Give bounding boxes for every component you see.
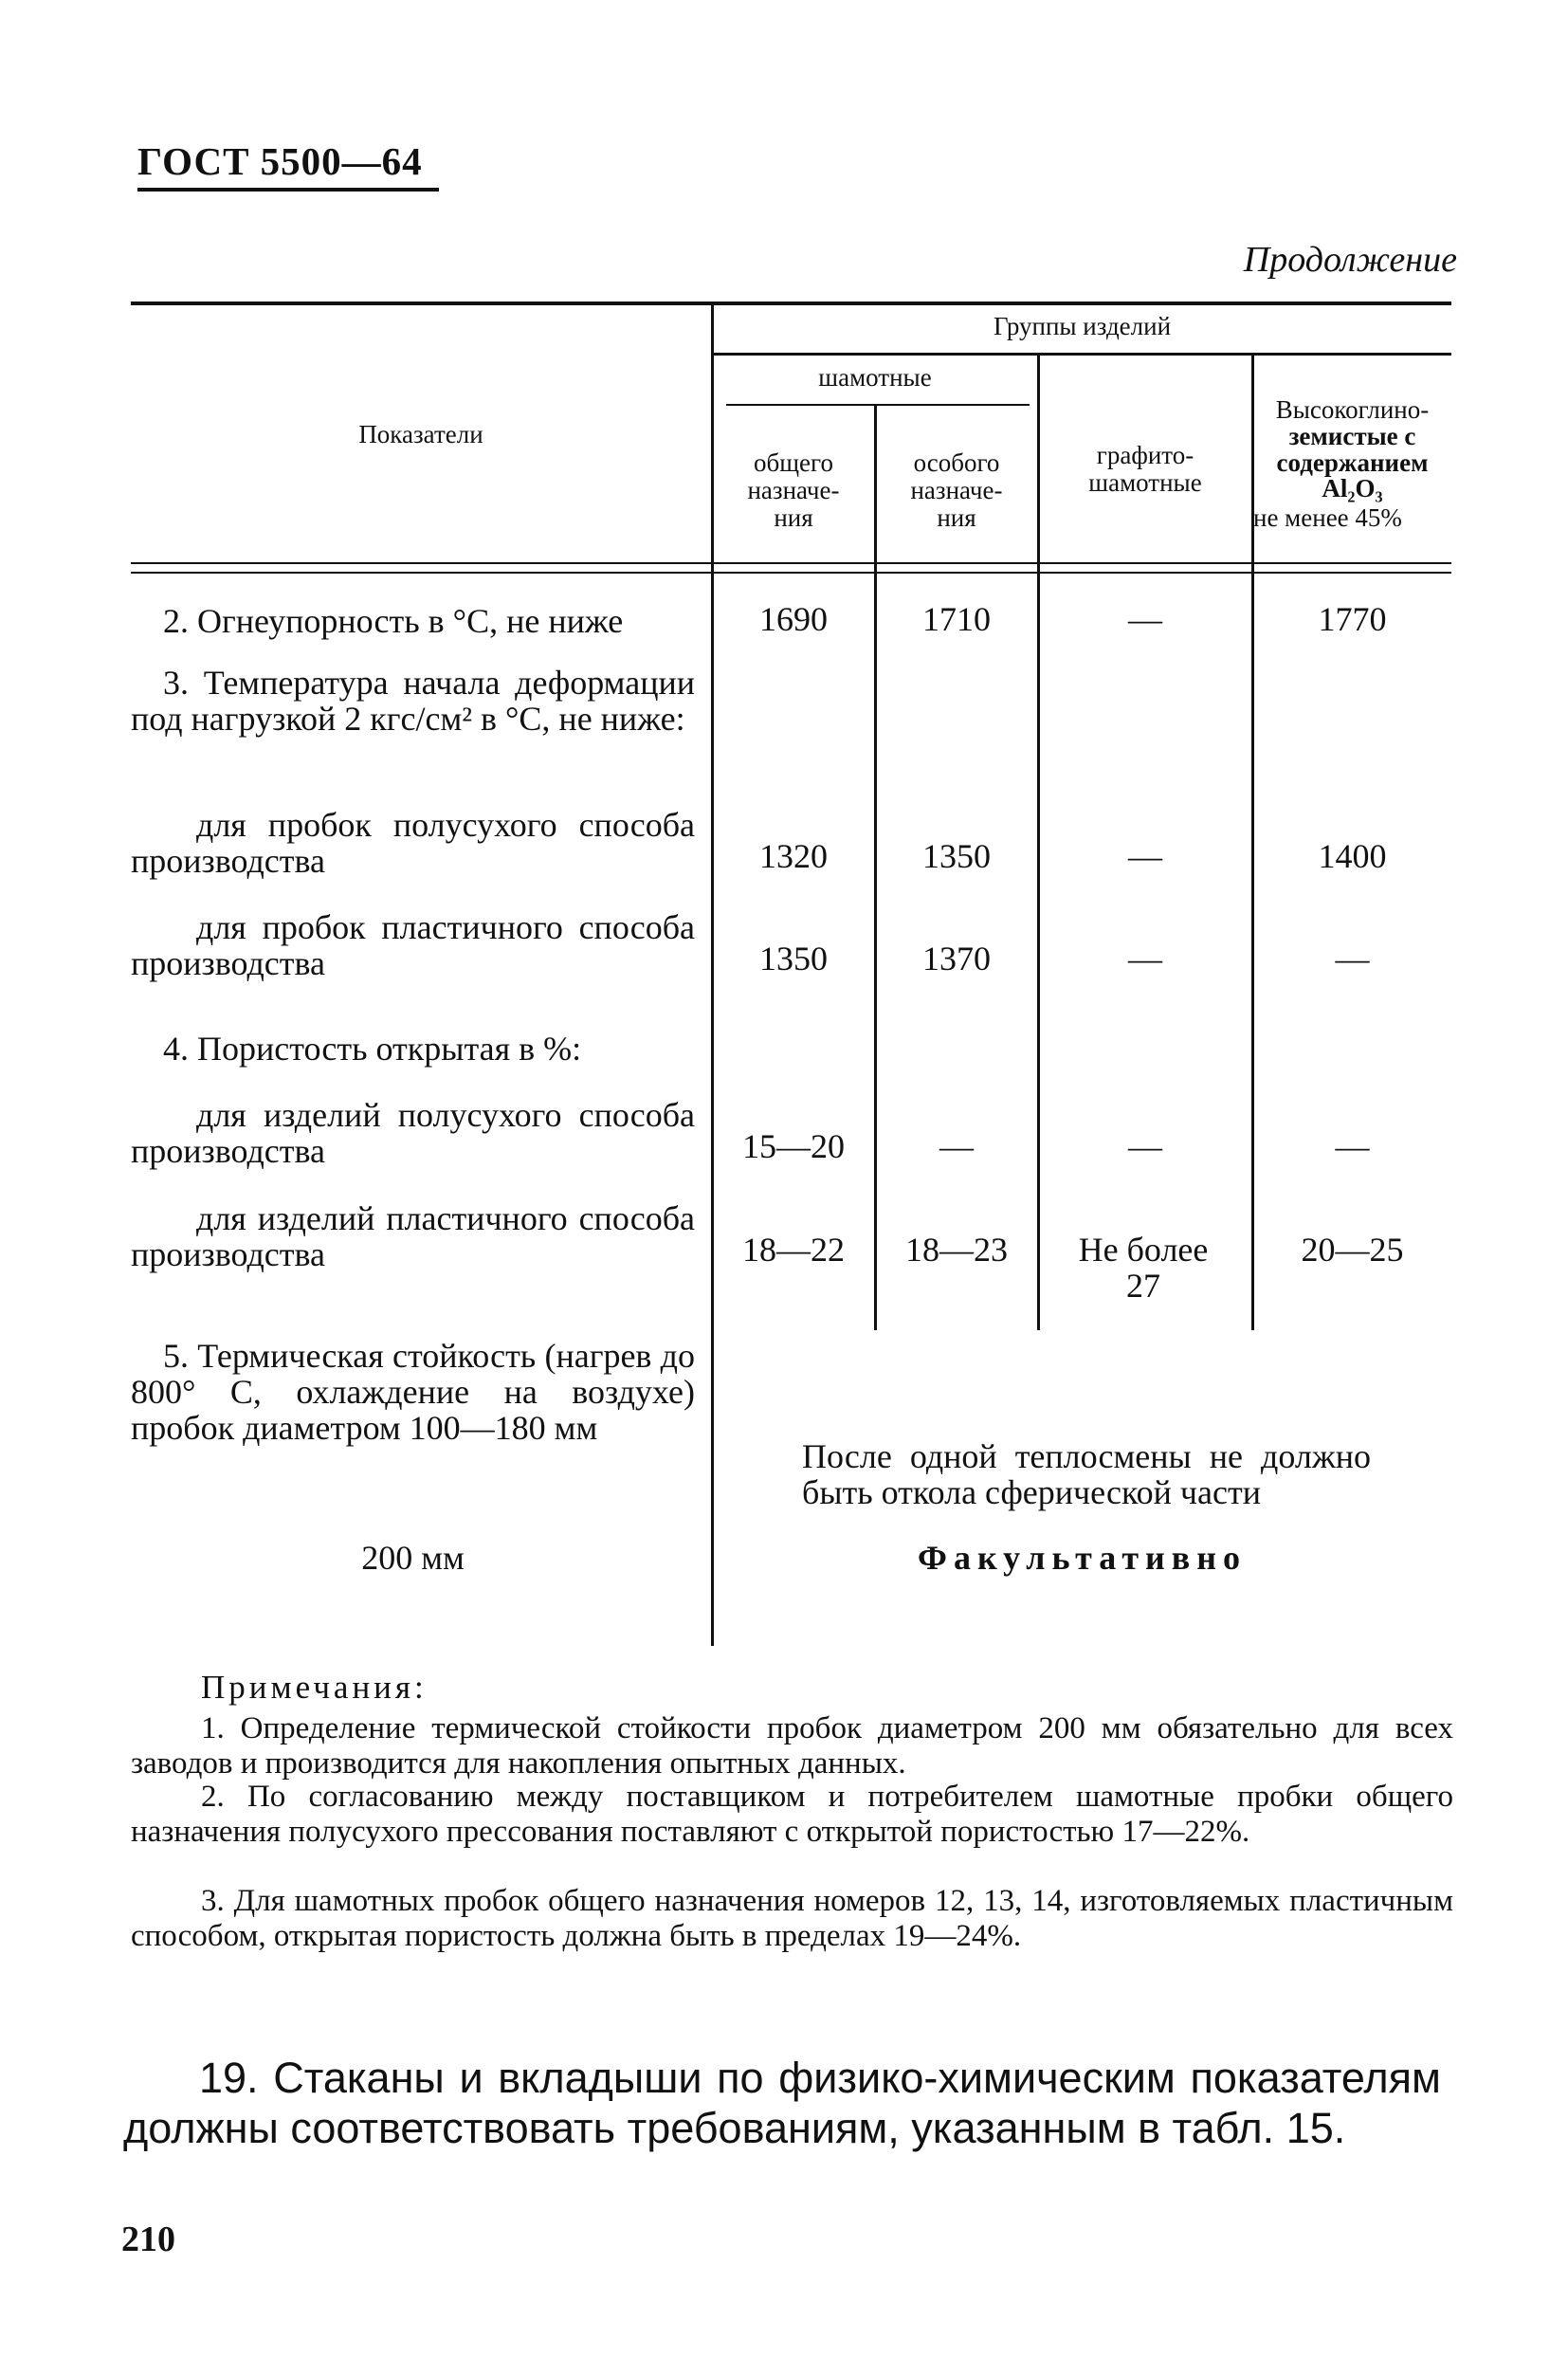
chamotte-rule (726, 404, 1030, 406)
header-general-line-2: назначе- (747, 476, 840, 504)
header-general-line-3: ния (774, 503, 813, 532)
header-graphite-line-1: графито- (1096, 441, 1194, 469)
row-label: 2. Огнеупорность в °С, не ниже (163, 602, 624, 640)
notes-heading: Примечания: (201, 1669, 428, 1706)
cell-special: 1710 (922, 600, 991, 638)
cell-graphite: — (1128, 837, 1162, 875)
note-item: 1. Определение термической стойкости пробок диаметром 200 мм обязательно для всех заводов и производится для накопления опытных данных. (131, 1711, 1453, 1781)
table-top-rule (131, 301, 1451, 305)
cell-general: 1350 (759, 940, 828, 977)
header-high-line-4: Al₂O₃ (1322, 474, 1383, 502)
thermal-stability-requirement: После одной теплосмены не должно быть откола сферической части (802, 1437, 1371, 1511)
page-number: 210 (121, 2220, 175, 2259)
title-underline (137, 188, 439, 192)
cell-general: 18—22 (742, 1231, 845, 1269)
groups-rule (712, 353, 1451, 356)
header-high-line-5: не менее 45% (1253, 503, 1402, 532)
row-label: 4. Пористость открытая в %: (163, 1030, 582, 1068)
optional-requirement: Факультативно (918, 1539, 1247, 1577)
header-high-line-1: Высокоглино- (1275, 395, 1430, 424)
header-graphite-line-2: шамотные (1088, 468, 1202, 497)
cell-general: 15—20 (742, 1127, 845, 1165)
cell-special: 18—23 (905, 1231, 1008, 1269)
row-label: для изделий пластичного способа производства (131, 1199, 695, 1273)
cell-general: 1690 (759, 600, 828, 638)
header-indicators: Показатели (358, 420, 483, 448)
cell-high-alumina: — (1335, 1127, 1370, 1165)
document-title: ГОСТ 5500—64 (137, 139, 423, 183)
continued-label: Продолжение (1243, 240, 1457, 280)
cell-special: 1370 (922, 940, 991, 977)
row-label: 200 мм (361, 1539, 465, 1577)
header-special-line-2: назначе- (910, 476, 1003, 504)
cell-special: 1350 (922, 837, 991, 875)
cell-high-alumina: 20—25 (1301, 1231, 1404, 1269)
header-high-line-3: содержанием (1276, 448, 1429, 477)
cell-high-alumina: 1770 (1318, 600, 1387, 638)
row-label: 3. Температура начала деформации под нагрузкой 2 кгс/см² в °С, не ниже: (131, 664, 695, 738)
cell-high-alumina: — (1335, 940, 1370, 977)
header-special-line-3: ния (937, 503, 976, 532)
row-label: для пробок полусухого способа производства (131, 806, 695, 880)
header-chamotte: шамотные (818, 363, 932, 392)
clause-19-paragraph: 19. Стаканы и вкладыши по физико-химическим показателям должны соответствовать требованиям, указанным в табл. 15. (123, 2054, 1441, 2153)
cell-graphite: — (1128, 1127, 1162, 1165)
row-label: 5. Термическая стойкость (нагрев до 800° С, охлаждение на воздухе) пробок диаметром 100—180 мм (131, 1337, 695, 1447)
header-special-line-1: особого (913, 448, 1000, 477)
header-product-groups: Группы изделий (993, 312, 1172, 340)
note-item: 3. Для шамотных пробок общего назначения номеров 12, 13, 14, изготовляемых пластичным способом, открытая пористость должна быть в пределах 19—24%. (131, 1884, 1453, 1953)
row-label: для изделий полусухого способа производства (131, 1096, 695, 1170)
cell-graphite: — (1128, 600, 1162, 638)
header-general-line-1: общего (754, 448, 833, 477)
note-item: 2. По согласованию между поставщиком и потребителем шамотные пробки общего назначения полусухого прессования поставляют с открытой пористостью 17—22%. (131, 1780, 1453, 1849)
cell-special: — (939, 1127, 974, 1165)
cell-graphite: Не более 27 (1078, 1231, 1209, 1305)
cell-general: 1320 (759, 837, 828, 875)
cell-graphite: — (1128, 940, 1162, 977)
header-high-line-2: земистые с (1288, 422, 1416, 450)
cell-high-alumina: 1400 (1318, 837, 1387, 875)
row-label: для пробок пластичного способа производства (131, 908, 695, 982)
